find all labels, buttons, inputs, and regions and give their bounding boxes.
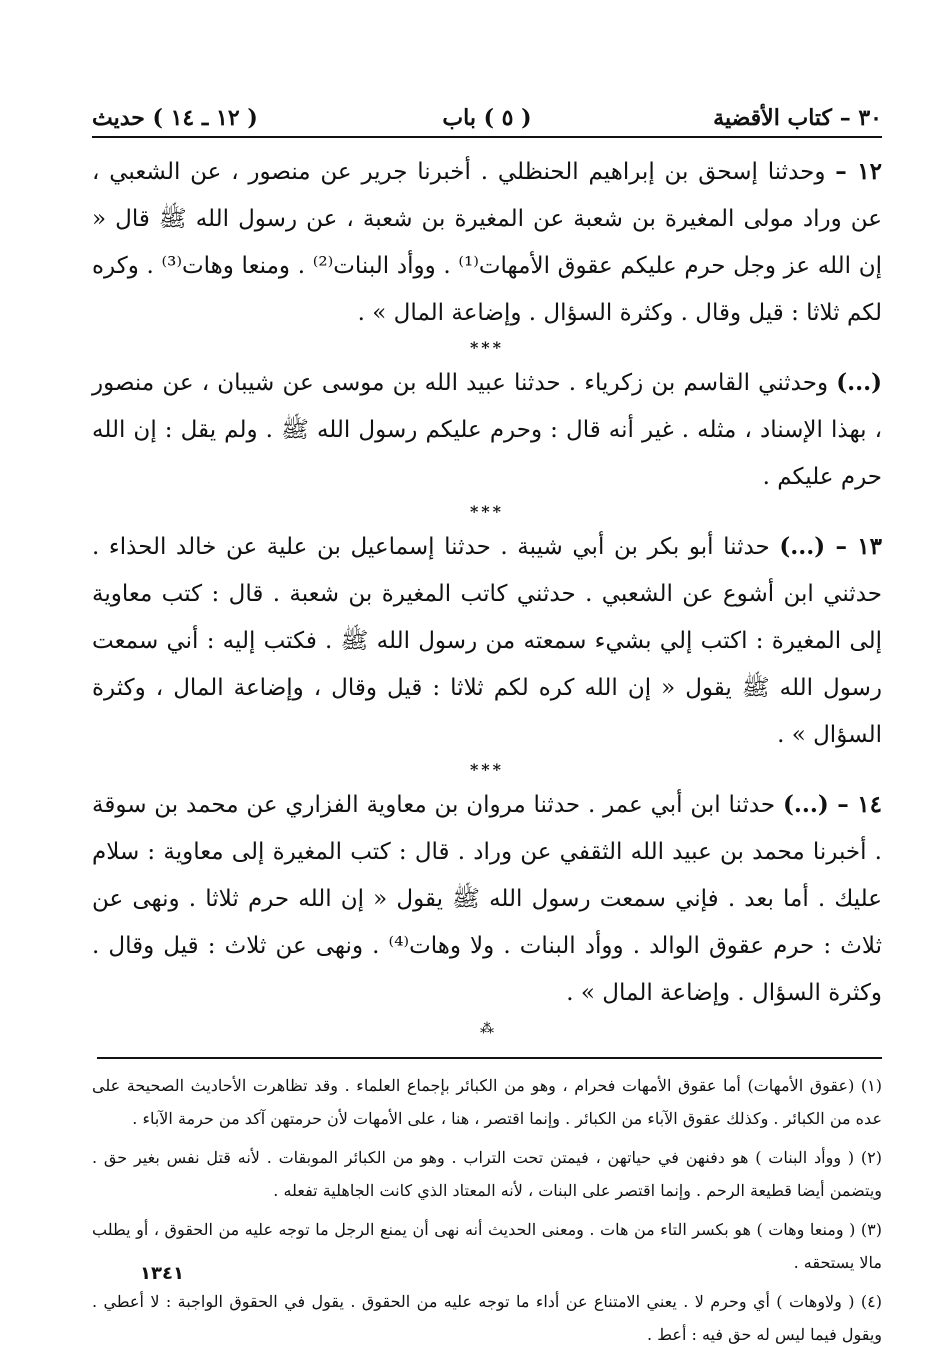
footnotes-rule — [97, 1057, 882, 1059]
hadith-number: ١٤ – (...) — [782, 791, 883, 818]
running-head — [92, 100, 882, 136]
header-rule — [92, 136, 882, 138]
hadith-12 — [92, 148, 882, 337]
hadith-text: وحدثني القاسم بن زكرياء . حدثنا عبيد الله بن موسى عن شيبان ، عن منصور ، بهذا الإسناد ، مثله . غير أنه قال : وحرم عليكم رسول الله ﷺ . ولم يقل : إن الله حرم عليكم . — [92, 370, 882, 490]
separator-stars: *** — [469, 338, 505, 357]
hadith-text: حدثنا أبو بكر بن أبي شيبة . حدثنا إسماعيل بن علية عن خالد الحذاء . حدثني ابن أشوع عن الشعبي . حدثني كاتب المغيرة بن شعبة . قال : كتب معاوية إلى المغيرة : اكتب إلي بشيء سمعته من رسول الله ﷺ . فكتب إليه : أني سمعت رسول الله ﷺ يقول « إن الله كره لكم ثلاثا : قيل وقال ، وإضاعة المال ، وكثرة السؤال » . — [92, 534, 882, 748]
page-number: ١٣٤١ — [140, 1263, 184, 1284]
hadith-12-variant — [92, 359, 882, 501]
book-page — [92, 100, 882, 1357]
end-ornament: ⁂ — [480, 1021, 494, 1037]
hadith-number: (...) — [836, 369, 883, 396]
footnote-2: (٢) ( ووأد البنات ) هو دفنهن في حياتهن ، فيمتن تحت التراب . وهو من الكبائر الموبقات . لأنه قتل نفس بغير حق . ويتضمن أيضا قطيعة الرحم . وإنما اقتصر على البنات ، لأنه المعتاد الذي كانت الجاهلية تفعله . — [92, 1148, 882, 1200]
hadith-range: ( ١٢ ـ ١٤ ) حديث — [92, 105, 258, 131]
hadith-number: ١٣ – (...) — [779, 533, 882, 560]
chapter-label: ( ٥ ) باب — [442, 105, 532, 131]
hadith-text: وحدثنا إسحق بن إبراهيم الحنظلي . أخبرنا جرير عن منصور ، عن الشعبي ، عن وراد مولى المغيرة بن شعبة عن المغيرة بن شعبة ، عن رسول الله ﷺ قال « إن الله عز وجل حرم عليكم عقوق الأمهات⁽¹⁾ . ووأد البنات⁽²⁾ . ومنعا وهات⁽³⁾ . وكره لكم ثلاثا : قيل وقال . وكثرة السؤال . وإضاعة المال » . — [92, 159, 882, 326]
hadith-text: حدثنا ابن أبي عمر . حدثنا مروان بن معاوية الفزاري عن محمد بن سوقة . أخبرنا محمد بن عبيد الله الثقفي عن وراد . قال : كتب المغيرة إلى معاوية : سلام عليك . أما بعد . فإني سمعت رسول الله ﷺ يقول « إن الله حرم ثلاثا . ونهى عن ثلاث : حرم عقوق الوالد . ووأد البنات . ولا وهات⁽⁴⁾ . ونهى عن ثلاث : قيل وقال . وكثرة السؤال . وإضاعة المال » . — [92, 792, 882, 1006]
footnote-4: (٤) ( ولاوهات ) أي وحرم لا . يعني الامتناع عن أداء ما توجه عليه من الحقوق . يقول في الحقوق الواجبة : لا أعطي . ويقول فيما ليس له حق فيه : أعط . — [92, 1292, 883, 1344]
book-title: ٣٠ – كتاب الأقضية — [713, 105, 882, 131]
separator-stars: *** — [469, 502, 505, 521]
separator-stars: *** — [469, 760, 505, 779]
footnote-3: (٣) ( ومنعا وهات ) هو بكسر التاء من هات . ومعنى الحديث أنه نهى أن يمنع الرجل ما توجه عليه من الحقوق ، أو يطلب مالا يستحقه . — [92, 1220, 882, 1272]
footnote-1: (١) (عقوق الأمهات) أما عقوق الأمهات فحرام ، وهو من الكبائر بإجماع العلماء . وقد تظاهرت الأحاديث الصحيحة على عده من الكبائر . وكذلك عقوق الآباء من الكبائر . وإنما اقتصر ، هنا ، على الأمهات لأن حرمتهن آكد من حرمة الآباء . — [92, 1076, 882, 1128]
hadith-14 — [92, 781, 882, 1017]
hadith-number: ١٢ – — [835, 158, 883, 185]
hadith-13 — [92, 523, 882, 759]
